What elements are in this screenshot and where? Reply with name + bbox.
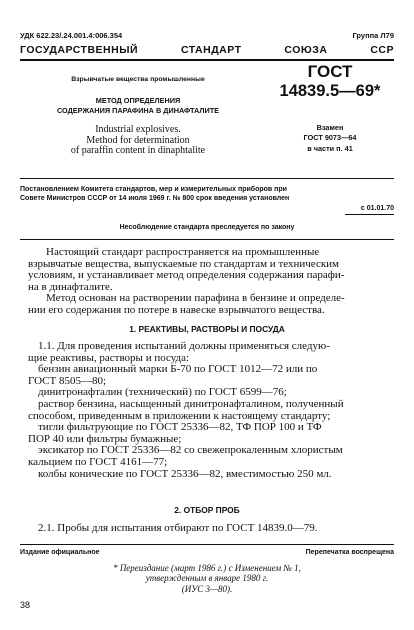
udk-code: УДК 622.23/.24.001.4:006.354 (20, 31, 123, 40)
header-rule (20, 59, 394, 61)
reissue-note (20, 563, 394, 594)
reissue-line1: * Переиздание (март 1986 г.) с Изменением № 1, (113, 563, 301, 573)
page-number: 38 (20, 600, 31, 610)
footer-rule (20, 544, 394, 545)
method-line: нии его содержания по потере в навеске взрывчатого вещества. (28, 303, 325, 316)
section2-heading: 2. ОТБОР ПРОБ (174, 505, 240, 515)
section1-body (28, 341, 394, 480)
english-title-line2: Method for determination (86, 134, 190, 146)
section1-line: ПОР 40 или фильтры бумажные; (28, 432, 182, 445)
section1-line: способом, приведенным в приложении к настоящему стандарту; (28, 409, 331, 422)
intro-line: Настоящий стандарт распространяется на промышленные (46, 246, 320, 258)
method-line: Метод основан на растворении парафина в бензине и определе- (46, 292, 345, 305)
section1-line: щие реактивы, растворы и посуда: (28, 351, 190, 364)
method-ru-line1: МЕТОД ОПРЕДЕЛЕНИЯ (95, 96, 181, 105)
intro-line: взрывчатые вещества, выпускаемые по стандартам и техническим (28, 257, 340, 270)
section1-line: раствор бензина, насыщенный динитронафталином, полученный (38, 397, 344, 410)
decree-line2: Совете Министров СССР от 14 июля 1969 г. № 800 срок введения установлен (20, 195, 290, 203)
reissue-line2: утвержденным в январе 1980 г. (145, 573, 269, 584)
replaces-line1: Взамен (316, 123, 344, 132)
gost-number: 14839.5—69* (279, 82, 381, 100)
section1-line: 1.1. Для проведения испытаний должны применяться следую- (38, 340, 330, 352)
category-ru: Взрывчатые вещества промышленные (71, 76, 205, 83)
replaces-line3: в части п. 41 (307, 143, 353, 153)
section1-line: динитронафталин (технический) по ГОСТ 6599—76; (38, 386, 287, 399)
gost-label: ГОСТ (307, 62, 353, 81)
decree-block (20, 185, 394, 213)
decree-bottom-rule (20, 239, 394, 240)
section1-line: кальцием по ГОСТ 4161—77; (28, 455, 168, 468)
intro-paragraph (28, 247, 394, 317)
decree-line3: с 01.01.70 (360, 204, 394, 212)
section1-heading: 1. РЕАКТИВЫ, РАСТВОРЫ И ПОСУДА (129, 324, 285, 334)
intro-line: на в динафталите. (28, 280, 113, 293)
state-standard-banner: ГОСУДАРСТВЕННЫЙ СТАНДАРТ СОЮЗА ССР (20, 44, 394, 56)
reissue-line3: (ИУС 3—80). (181, 583, 233, 594)
section2-line: 2.1. Пробы для испытания отбирают по ГОСТ 14839.0—79. (38, 522, 318, 534)
section1-line: колбы конические по ГОСТ 25336—82, вместимостью 250 мл. (38, 467, 332, 480)
law-note: Несоблюдение стандарта преследуется по закону (119, 224, 295, 231)
section1-line: эксикатор по ГОСТ 25336—82 со свежепрокаленным хлористым (38, 444, 343, 457)
decree-top-rule (20, 178, 394, 179)
replaces-line2: ГОСТ 9073—64 (303, 133, 357, 143)
intro-line: условиям, и устанавливает метод определения содержания парафи- (28, 269, 345, 282)
section1-line: бензин авиационный марки Б-70 по ГОСТ 1012—72 или по (38, 363, 318, 376)
group-code: Группа Л79 (352, 31, 394, 40)
english-title-line1: Industrial explosives. (95, 124, 181, 135)
official-edition: Издание официальное (20, 549, 100, 556)
decree-date-underline (345, 214, 394, 215)
reprint-prohibited: Перепечатка воспрещена (305, 549, 394, 556)
method-ru-line2: СОДЕРЖАНИЯ ПАРАФИНА В ДИНАФТАЛИТЕ (56, 106, 220, 115)
decree-line1: Постановлением Комитета стандартов, мер и измерительных приборов при (20, 186, 287, 193)
english-title-line3: of paraffin content in dinaphtalite (70, 145, 206, 157)
section1-line: тигли фильтрующие по ГОСТ 25336—82, ТФ ПОР 100 и ТФ (38, 421, 322, 434)
replaces-block (266, 123, 394, 154)
section1-line: ГОСТ 8505—80; (28, 374, 107, 387)
english-title (20, 125, 256, 157)
